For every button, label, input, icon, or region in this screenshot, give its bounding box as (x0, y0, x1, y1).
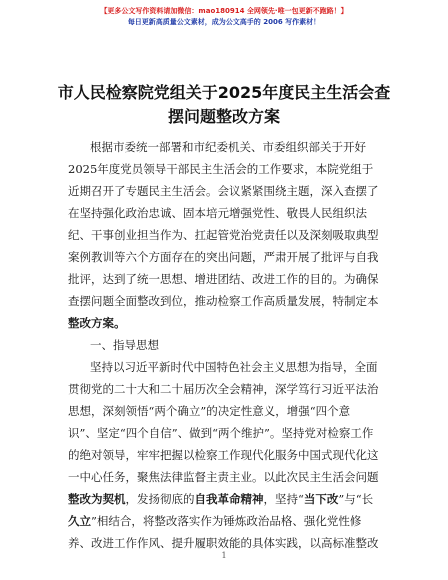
paragraph-1-line-4: 在坚持强化政治忠诚、固本培元增强党性、敬畏人民组织法 (68, 206, 367, 220)
paragraph-1-line-8: 查摆问题全面整改到位，推动检察工作高质量发展，特制定本 (68, 294, 379, 308)
paragraph-2-line-6: 一中心任务，聚焦法律监督主责主业。以此次民主生活会问题 (68, 470, 379, 484)
paragraph-1-line-5: 纪、干事创业担当作为、扛起管党治党责任以及深刻吸取典型 (68, 228, 379, 242)
paragraph-1-line-2: 2025年度党员领导干部民主生活会的工作要求，本院党组于 (68, 162, 374, 176)
promo-banner-line-2: 每日更新高质量公文素材，成为公文高手的 2006 写作素材！ (127, 18, 321, 26)
paragraph-2-line-7 (68, 492, 373, 506)
body-text: ，坚持“ (263, 492, 304, 506)
emphasis-text: 整改为契机 (68, 492, 126, 506)
paragraph-1-line-7: 批评，达到了统一思想、增进团结、改进工作的目的。为确保 (68, 272, 379, 286)
emphasis-text: 当下改 (303, 492, 339, 506)
page-number: 1 (221, 551, 227, 560)
paragraph-2-line-8 (68, 514, 361, 528)
body-text: ”与“长 (338, 492, 374, 506)
paragraph-1-line-3: 近期召开了专题民主生活会。会议紧紧围绕主题，深入查摆了 (68, 184, 379, 198)
section-heading-1: 一、指导思想 (90, 338, 159, 352)
paragraph-2-line-2: 贯彻党的二十大和二十届历次全会精神，深学笃行习近平法治 (68, 382, 379, 396)
paragraph-2-line-3: 思想，深刻领悟“两个确立”的决定性意义，增强“四个意 (68, 404, 351, 418)
paragraph-1-line-6: 案例教训等六个方面存在的突出问题，严肃开展了批评与自我 (68, 250, 379, 264)
paragraph-2-line-5: 的绝对领导，牢牢把握以检察工作现代化服务中国式现代化这 (68, 448, 379, 462)
body-text: ”相结合，将整改落实作为锤炼政治品格、强化党性修 (91, 514, 362, 528)
promo-banner-line-1: 【更多公文写作资料请加微信：mao180914 全网领先·唯一包更新不跑路！】 (100, 7, 348, 15)
document-title-line-1: 市人民检察院党组关于2025年度民主生活会查 (57, 83, 391, 102)
body-text: ，发扬彻底的 (125, 492, 195, 506)
paragraph-1-line-1: 根据市委统一部署和市纪委机关、市委组织部关于开好 (90, 140, 366, 154)
paragraph-1-line-9: 整改方案。 (68, 316, 126, 330)
paragraph-2-line-1: 坚持以习近平新时代中国特色社会主义思想为指导，全面 (90, 360, 378, 374)
paragraph-2-line-9: 养、改进工作作风、提升履职效能的具体实践，以高标准整改 (68, 536, 379, 550)
emphasis-text: 久立 (68, 514, 91, 528)
emphasis-text: 自我革命精神 (194, 492, 264, 506)
document-title-line-2: 摆问题整改方案 (167, 107, 280, 126)
paragraph-2-line-4: 识”、坚定“四个自信”、做到“两个维护”。坚持党对检察工作 (68, 426, 374, 440)
